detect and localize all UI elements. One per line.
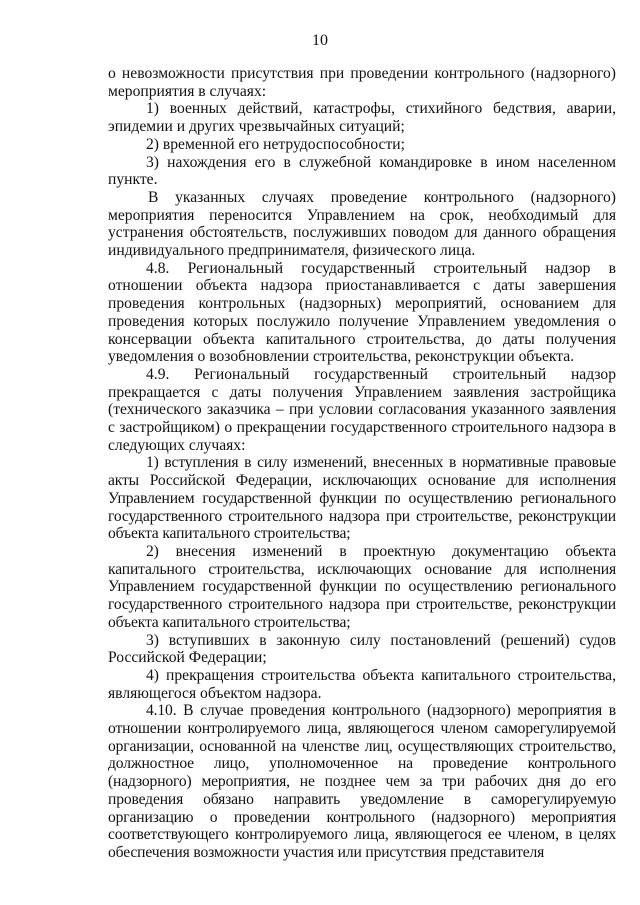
paragraph-4-9-case-2: 2) внесения изменений в проектную документацию объекта капитального строительства, исключающих основание для исполнения Управлением государственной функции по осуществлению регионального государственного строительного надзора при строительстве, реконструкции объекта капитального строительства;	[108, 542, 616, 631]
paragraph-4-9: 4.9. Региональный государственный строительный надзор прекращается с даты получения Управлением заявления застройщика (технического заказчика – при условии согласования указанного заявления с застройщиком) о прекращении государственного строительного надзора в следующих случаях:	[108, 365, 616, 454]
paragraph-case-2: 2) временной его нетрудоспособности;	[146, 135, 405, 153]
paragraph-postponement: В указанных случаях проведение контрольного (надзорного) мероприятия переносится Управлением на срок, необходимый для устранения обстоятельств, послуживших поводом для данного обращения индивидуального предпринимателя, физического лица.	[108, 188, 616, 260]
document-body	[108, 65, 616, 862]
paragraph-4-9-case-4: 4) прекращения строительства объекта капитального строительства, являющегося объектом надзора.	[108, 666, 616, 702]
paragraph-4-10: 4.10. В случае проведения контрольного (надзорного) мероприятия в отношении контролируемого лица, являющегося членом саморегулируемой организации, основанной на членстве лиц, осуществляющих строительство, должностное лицо, уполномоченное на проведение контрольного (надзорного) мероприятия, не позднее чем за три рабочих дня до его проведения обязано направить уведомление в саморегулируемую организацию о проведении контрольного (надзорного) мероприятия соответствующего контролируемого лица, являющегося ее членом, в целях обеспечения возможности участия или присутствия представителя	[108, 702, 616, 861]
paragraph-4-9-case-3: 3) вступивших в законную силу постановлений (решений) судов Российской Федерации;	[108, 631, 616, 667]
paragraph-4-8: 4.8. Региональный государственный строительный надзор в отношении объекта надзора приостанавливается с даты завершения проведения контрольных (надзорных) мероприятий, основанием для проведения которых послужило получение Управлением уведомления о консервации объекта капитального строительства, до даты получения уведомления о возобновлении строительства, реконструкции объекта.	[108, 259, 616, 366]
paragraph-case-1: 1) военных действий, катастрофы, стихийного бедствия, аварии, эпидемии и других чрезвычайных ситуаций;	[108, 100, 616, 136]
paragraph-case-3: 3) нахождения его в служебной командировке в ином населенном пункте.	[108, 153, 616, 189]
page-number: 10	[312, 32, 328, 49]
paragraph-absence-intro: о невозможности присутствия при проведении контрольного (надзорного) мероприятия в случаях:	[108, 65, 616, 100]
paragraph-4-9-case-1: 1) вступления в силу изменений, внесенных в нормативные правовые акты Российской Федерации, исключающих основание для исполнения Управлением государственной функции по осуществлению регионального государственного строительного надзора при строительстве, реконструкции объекта капитального строительства;	[108, 454, 616, 543]
